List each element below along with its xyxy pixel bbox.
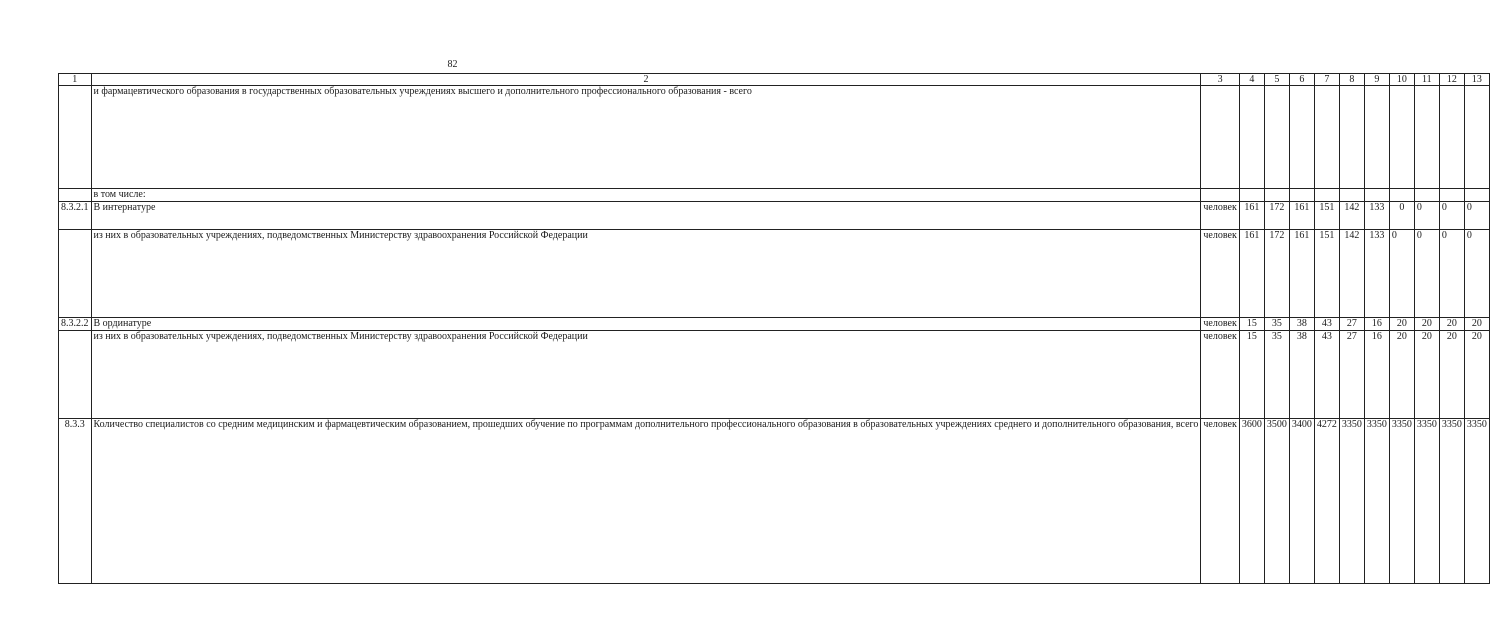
table-row [59,230,1490,318]
row-code [59,189,92,202]
table-row [59,331,1490,419]
row-description: Количество специалистов со средним медицинским и фармацевтическим образованием, прошедших обучение по программам дополнительного профессионального образования в образовательных учреждениях среднего и дополнительного образования, всего [91,419,1201,584]
row-value: 151 [1314,230,1339,318]
column-number: 11 [1414,74,1439,86]
row-value: 43 [1314,318,1339,331]
row-value: 15 [1239,318,1264,331]
column-number: 5 [1264,74,1289,86]
row-value: 35 [1264,318,1289,331]
row-value: 172 [1264,202,1289,230]
row-value: 0 [1439,230,1464,318]
row-description: в том числе: [91,189,1201,202]
row-value [1239,86,1264,189]
row-value: 133 [1364,202,1389,230]
row-value: 0 [1414,230,1439,318]
table-header-row [59,74,1490,86]
row-description: из них в образовательных учреждениях, подведомственных Министерству здравоохранения Российской Федерации [91,230,1201,318]
row-value: 20 [1464,331,1489,419]
row-value: 16 [1364,318,1389,331]
row-value [1314,189,1339,202]
table-row [59,202,1490,230]
row-value: 20 [1389,331,1414,419]
row-value: 20 [1464,318,1489,331]
table-row [59,86,1490,189]
row-value: 35 [1264,331,1289,419]
row-value: 0 [1389,202,1414,230]
row-value [1439,189,1464,202]
row-value [1264,189,1289,202]
row-unit [1201,86,1239,189]
column-number: 2 [91,74,1201,86]
page-number: 82 [447,59,458,70]
row-description: В ординатуре [91,318,1201,331]
column-number: 3 [1201,74,1239,86]
row-value: 38 [1289,331,1314,419]
row-value: 161 [1289,230,1314,318]
row-value [1414,189,1439,202]
row-unit: человек [1201,419,1239,584]
row-value: 20 [1414,318,1439,331]
row-value [1414,86,1439,189]
row-code: 8.3.3 [59,419,92,584]
row-value: 161 [1239,230,1264,318]
row-value: 3350 [1389,419,1414,584]
row-code: 8.3.2.1 [59,202,92,230]
row-value: 0 [1414,202,1439,230]
row-unit: человек [1201,230,1239,318]
row-value: 3350 [1339,419,1364,584]
row-value: 27 [1339,318,1364,331]
row-code [59,230,92,318]
row-code: 8.3.2.2 [59,318,92,331]
row-value: 4272 [1314,419,1339,584]
row-value [1439,86,1464,189]
row-value: 142 [1339,230,1364,318]
table-row [59,189,1490,202]
row-value [1364,189,1389,202]
row-value: 151 [1314,202,1339,230]
table-row [59,419,1490,584]
row-unit [1201,189,1239,202]
row-value: 142 [1339,202,1364,230]
row-value: 3400 [1289,419,1314,584]
row-value: 3350 [1439,419,1464,584]
row-value: 27 [1339,331,1364,419]
row-value: 20 [1439,331,1464,419]
row-value: 3600 [1239,419,1264,584]
row-value [1314,86,1339,189]
row-code [59,331,92,419]
row-value: 20 [1389,318,1414,331]
row-value [1339,86,1364,189]
row-value: 161 [1289,202,1314,230]
data-table [58,73,1490,584]
row-value: 161 [1239,202,1264,230]
row-description: В интернатуре [91,202,1201,230]
row-value: 172 [1264,230,1289,318]
row-code [59,86,92,189]
row-value [1339,189,1364,202]
row-value: 16 [1364,331,1389,419]
row-value [1364,86,1389,189]
row-value: 0 [1464,202,1489,230]
row-value [1389,189,1414,202]
row-value: 3350 [1464,419,1489,584]
row-value: 0 [1439,202,1464,230]
row-value: 0 [1389,230,1414,318]
row-value [1464,189,1489,202]
row-value: 20 [1414,331,1439,419]
row-value [1264,86,1289,189]
column-number: 4 [1239,74,1264,86]
row-description: и фармацевтического образования в государственных образовательных учреждениях высшего и дополнительного профессионального образования - всего [91,86,1201,189]
column-number: 7 [1314,74,1339,86]
column-number: 8 [1339,74,1364,86]
row-description: из них в образовательных учреждениях, подведомственных Министерству здравоохранения Российской Федерации [91,331,1201,419]
row-value: 3500 [1264,419,1289,584]
column-number: 1 [59,74,92,86]
row-value: 38 [1289,318,1314,331]
row-value [1289,189,1314,202]
column-number: 10 [1389,74,1414,86]
row-value: 3350 [1364,419,1389,584]
column-number: 9 [1364,74,1389,86]
row-unit: человек [1201,202,1239,230]
row-value: 15 [1239,331,1264,419]
row-value: 133 [1364,230,1389,318]
row-value [1289,86,1314,189]
row-unit: человек [1201,318,1239,331]
row-value: 3350 [1414,419,1439,584]
row-value: 0 [1464,230,1489,318]
column-number: 6 [1289,74,1314,86]
row-value [1239,189,1264,202]
row-value: 43 [1314,331,1339,419]
row-unit: человек [1201,331,1239,419]
column-number: 12 [1439,74,1464,86]
column-number: 13 [1464,74,1489,86]
row-value [1389,86,1414,189]
row-value: 20 [1439,318,1464,331]
row-value [1464,86,1489,189]
table-row [59,318,1490,331]
